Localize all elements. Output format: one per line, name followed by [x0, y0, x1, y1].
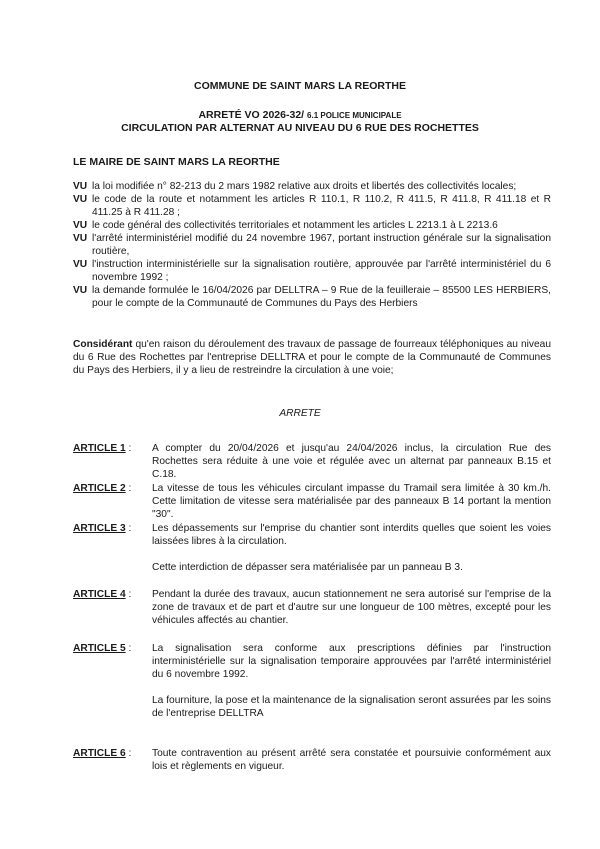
vu-item: VU le code général des collectivités territoriales et notamment les articles L 2213.1 à L 2213.6: [73, 220, 498, 231]
vu-item: VU le code de la route et notamment les articles R 110.1, R 110.2, R 411.5, R 411.8, R 411.18 et R 411.25 à R 411.28 ;: [73, 194, 551, 218]
considerant-paragraph: Considérant qu'en raison du déroulement des travaux de passage de fourreaux téléphoniques au niveau du 6 Rue des Rochettes par l'entreprise DELLTRA et pour le compte de la Communauté de Communes du Pays des Herbiers, il y a lieu de restreindre la circulation à une voie;: [73, 339, 551, 376]
article-2: ARTICLE 2 : La vitesse de tous les véhicules circulant impasse du Tramail sera limitée à 30 km./h. Cette limitation de vitesse sera matérialisée par des panneaux B 14 portant la mention "30".: [73, 483, 551, 520]
vu-keyword: VU: [73, 220, 88, 231]
arrete-heading: ARRETE: [279, 408, 321, 419]
vu-item: VU l'instruction interministérielle sur la signalisation routière, approuvée par l'arrêté interministériel du 6 novembre 1992 ;: [73, 259, 551, 283]
article-text: Les dépassements sur l'emprise du chantier sont interdits quelles que soient les voies laissées libres à la circulation.: [152, 523, 551, 547]
article-label: ARTICLE 3: [73, 523, 126, 534]
arrete-reference: [0, 109, 600, 122]
commune-title: COMMUNE DE SAINT MARS LA REORTHE: [194, 80, 406, 92]
vu-list: [73, 180, 551, 310]
article-label: ARTICLE 5: [73, 643, 126, 654]
vu-keyword: VU: [73, 259, 88, 270]
arrete-subject: CIRCULATION PAR ALTERNAT AU NIVEAU DU 6 RUE DES ROCHETTES: [121, 122, 479, 134]
arrete-category: 6.1 POLICE MUNICIPALE: [307, 111, 402, 120]
article-label: ARTICLE 1: [73, 443, 126, 454]
article-text: La signalisation sera conforme aux prescriptions définies par l'instruction interministérielle sur la signalisation temporaire approuvées par l'arrêté interministériel du 6 novembre 1992.: [152, 643, 551, 680]
article-label: ARTICLE 6: [73, 748, 126, 759]
article-3: ARTICLE 3 : Les dépassements sur l'emprise du chantier sont interdits quelles que soient les voies laissées libres à la circulation. Cette interdiction de dépasser sera matérialisée par un panneau B 3.: [73, 523, 551, 573]
vu-keyword: VU: [73, 194, 88, 205]
article-text: Toute contravention au présent arrêté sera constatée et poursuivie conformément aux lois et règlements en vigueur.: [152, 748, 551, 772]
maire-heading: LE MAIRE DE SAINT MARS LA REORTHE: [73, 156, 280, 168]
vu-item: VU la demande formulée le 16/04/2026 par DELLTRA – 9 Rue de la feuilleraie – 85500 LES HERBIERS, pour le compte de la Communauté de Communes du Pays des Herbiers: [73, 285, 551, 309]
article-text: Pendant la durée des travaux, aucun stationnement ne sera autorisé sur l'emprise de la zone de travaux et de part et d'autre sur une longueur de 100 mètres, excepté pour les véhicules affectés au chantier.: [152, 589, 551, 626]
article-5: ARTICLE 5 : La signalisation sera conforme aux prescriptions définies par l'instruction interministérielle sur la signalisation temporaire approuvées par l'arrêté interministériel du 6 novembre 1992. La fourniture, la pose et la maintenance de la signalisation seront assurées par les soins de l'entreprise DELLTRA: [73, 643, 551, 719]
vu-item: VU l'arrêté interministériel modifié du 24 novembre 1967, portant instruction générale sur la signalisation routière,: [73, 233, 551, 257]
article-4: ARTICLE 4 : Pendant la durée des travaux, aucun stationnement ne sera autorisé sur l'emprise de la zone de travaux et de part et d'autre sur une longueur de 100 mètres, excepté pour les véhicules affectés au chantier.: [73, 589, 551, 626]
vu-item: VU la loi modifiée n° 82-213 du 2 mars 1982 relative aux droits et libertés des collectivités locales;: [73, 181, 517, 192]
vu-keyword: VU: [73, 233, 88, 244]
article-text: La vitesse de tous les véhicules circulant impasse du Tramail sera limitée à 30 km./h. Cette limitation de vitesse sera matérialisée par des panneaux B 14 portant la mention "30".: [152, 483, 551, 520]
article-text-continued: La fourniture, la pose et la maintenance de la signalisation seront assurées par les soins de l'entreprise DELLTRA: [152, 695, 551, 719]
vu-keyword: VU: [73, 181, 88, 192]
article-1: ARTICLE 1 : A compter du 20/04/2026 et jusqu'au 24/04/2026 inclus, la circulation Rue des Rochettes sera réduite à une voie et régulée avec un alternat par panneaux B.15 et C.18.: [73, 443, 551, 480]
article-text-continued: Cette interdiction de dépasser sera matérialisée par un panneau B 3.: [152, 562, 463, 573]
considerant-keyword: Considérant: [73, 339, 133, 350]
article-label: ARTICLE 4: [73, 589, 126, 600]
vu-keyword: VU: [73, 285, 88, 296]
article-6: ARTICLE 6 : Toute contravention au présent arrêté sera constatée et poursuivie conformément aux lois et règlements en vigueur.: [73, 748, 551, 772]
article-text: A compter du 20/04/2026 et jusqu'au 24/04/2026 inclus, la circulation Rue des Rochettes sera réduite à une voie et régulée avec un alternat par panneaux B.15 et C.18.: [152, 443, 551, 480]
arrete-number: ARRETÉ VO 2026-32/: [198, 109, 305, 121]
article-label: ARTICLE 2: [73, 483, 126, 494]
